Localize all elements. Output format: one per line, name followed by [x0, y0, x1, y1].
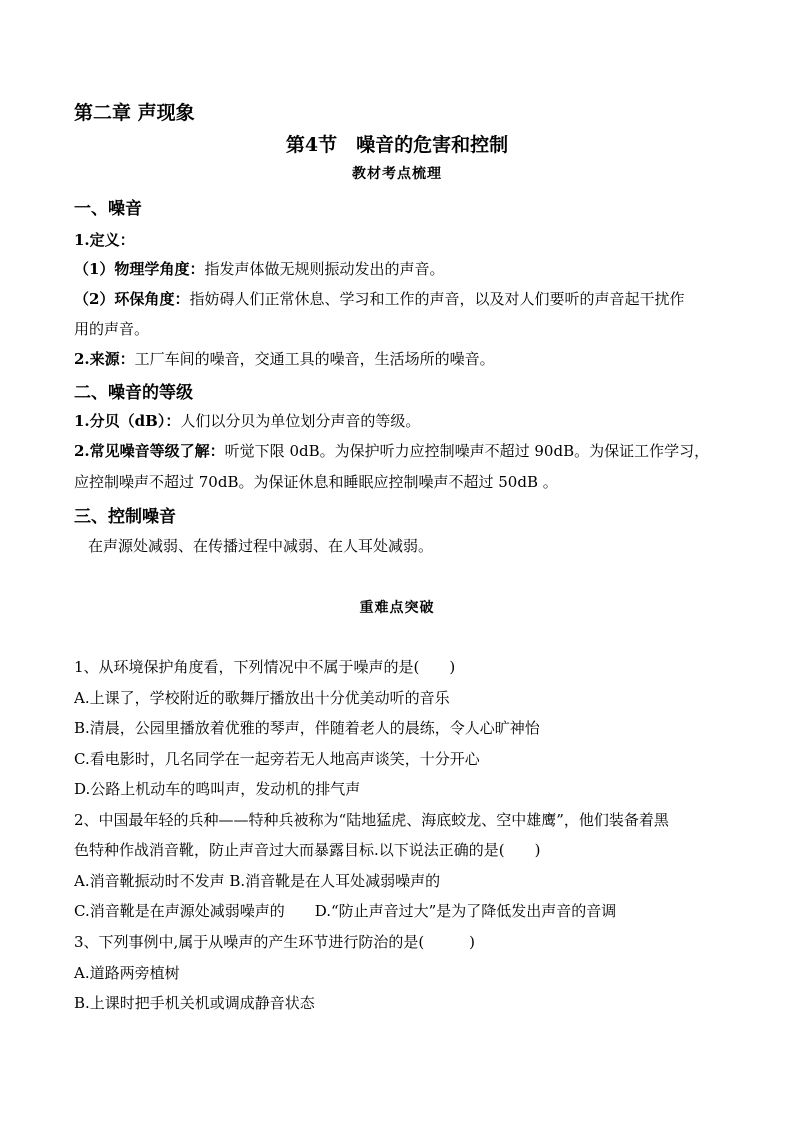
decibel-label: 1.分贝（dB）：: [74, 412, 181, 430]
decibel-text: 人们以分贝为单位划分声音的等级。: [180, 412, 421, 430]
question-3-option-b: B.上课时把手机关机或调成静音状态: [74, 994, 315, 1012]
question-2-options-cd: C.消音靴是在声源处减弱噪声的 D.“防止声音过大”是为了降低发出声音的音调: [74, 902, 617, 920]
common-levels-text-2: 应控制噪声不超过 70dB。为保证休息和睡眠应控制噪声不超过 50dB 。: [74, 473, 558, 491]
definition-label: [74, 229, 135, 250]
question-2-line-2: 色特种作战消音靴，防止声音过大而暴露目标.以下说法正确的是( ): [74, 841, 541, 859]
environment-text-2: 用的声音。: [74, 320, 150, 338]
environment-definition: [74, 288, 684, 309]
environment-label: （2）环保角度：: [74, 290, 190, 308]
question-1-option-a: A.上课了，学校附近的歌舞厅播放出十分优美动听的音乐: [74, 689, 450, 707]
part2-heading: 二、噪音的等级: [74, 383, 193, 403]
common-levels-text-1: 听觉下限 0dB。为保护听力应控制噪声不超过 90dB。为保证工作学习，: [224, 442, 710, 460]
source-text: 工厂车间的噪音，交通工具的噪音，生活场所的噪音。: [134, 350, 495, 368]
decibel-definition: [74, 410, 420, 431]
question-1: 1、从环境保护角度看，下列情况中不属于噪声的是( ): [74, 658, 456, 676]
question-2-line-1: 2、中国最年轻的兵种——特种兵被称为“陆地猛虎、海底蛟龙、空中雄鹰”，他们装备着黑: [74, 811, 669, 829]
definition-label-text: 1.定义：: [74, 231, 135, 249]
outline-title: 教材考点梳理: [352, 166, 442, 182]
chapter-title: 第二章 声现象: [74, 102, 195, 124]
common-levels-label: 2.常见噪音等级了解：: [74, 442, 225, 460]
control-text: 在声源处减弱、在传播过程中减弱、在人耳处减弱。: [88, 537, 434, 555]
question-1-option-c: C.看电影时，几名同学在一起旁若无人地高声谈笑，十分开心: [74, 750, 480, 768]
physics-label: （1）物理学角度：: [74, 260, 205, 278]
question-2-options-ab: A.消音靴振动时不发声 B.消音靴是在人耳处减弱噪声的: [74, 872, 441, 890]
question-1-option-d: D.公路上机动车的鸣叫声，发动机的排气声: [74, 780, 361, 798]
environment-text-1: 指妨碍人们正常休息、学习和工作的声音，以及对人们要听的声音起干扰作: [189, 290, 685, 308]
physics-text: 指发声体做无规则振动发出的声音。: [204, 260, 445, 278]
noise-source: [74, 348, 495, 369]
source-label: 2.来源：: [74, 350, 135, 368]
part1-heading: 一、噪音: [74, 199, 142, 219]
key-points-title: 重难点突破: [359, 600, 435, 616]
physics-definition: [74, 258, 444, 279]
question-3: 3、下列事例中,属于从噪声的产生环节进行防治的是( ): [74, 933, 476, 951]
part3-heading: 三、控制噪音: [74, 507, 176, 527]
common-levels: [74, 440, 709, 461]
question-3-option-a: A.道路两旁植树: [74, 964, 180, 982]
question-1-option-b: B.清晨，公园里播放着优雅的琴声，伴随着老人的晨练，令人心旷神怡: [74, 719, 540, 737]
section-title: 第4节 噪音的危害和控制: [285, 134, 509, 156]
